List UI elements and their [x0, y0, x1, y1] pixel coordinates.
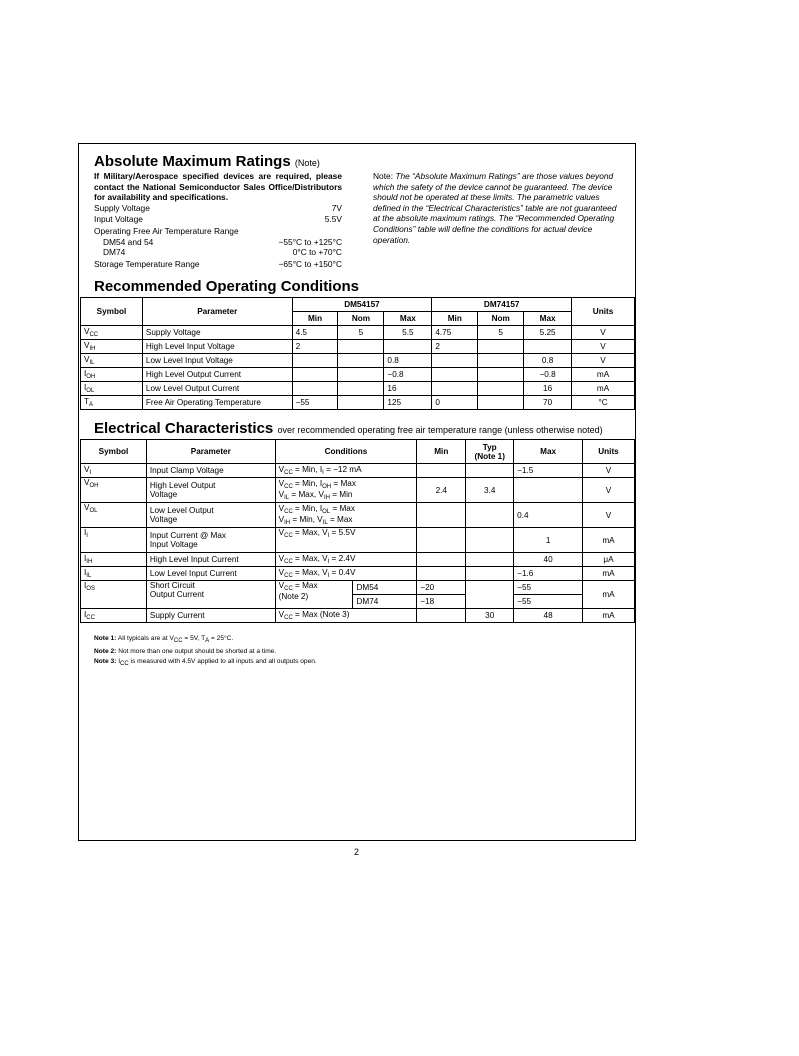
- ec-header-min: Min: [417, 440, 466, 464]
- note-1: Note 1: All typicals are at $V_{CC} = 5V$, $T_A = 25^\circ C$.: [94, 635, 234, 644]
- table-row: $V_{OL}$ Low Level Output Voltage $V_{CC}$ = Min, $I_{OL}$ = Max $V_{IH}$ = Min, $V_{IL}$ = Max 0.4 V: [81, 503, 635, 528]
- roc-table: Symbol Parameter DM54157 DM74157 Units Min Nom Max Min Nom Max $V_{CC}$ Supply Voltage 4.5 5 5.5 4.75 5 5.25 V $V_{IH}$ High Level Input Voltage 2 2 V $V_{IL}$ Low Level Input Voltage 0.8 0.8 V $I_{OH}$ High Level Output Current −0.8 −0.8 mA $I_{OL}$ Low Level Output Current 16 16 mA $T_A$ Free Air Operating Temperature −55 125 0 70 °C: [80, 297, 635, 410]
- amr-note-label: Note:: [373, 171, 394, 181]
- table-row: $I_{OS}$ Short Circuit Output Current $V_{CC}$ = Max (Note 2) DM54 −20 −55 mA: [81, 581, 635, 595]
- table-notes: [94, 634, 317, 670]
- ec-heading: [94, 420, 603, 437]
- amr-title-note: (Note): [294, 158, 320, 168]
- ec-header-symbol: Symbol: [81, 440, 147, 464]
- note-2: Note 2: Not more than one output should be shorted at a time.: [94, 647, 277, 655]
- amr-row: Operating Free Air Temperature Range: [94, 225, 239, 236]
- table-row: $V_{CC}$ Supply Voltage 4.5 5 5.5 4.75 5 5.25 V: [81, 326, 635, 340]
- ec-header-max: Max: [514, 440, 583, 464]
- table-row: $V_{IH}$ High Level Input Voltage 2 2 V: [81, 340, 635, 354]
- amr-row: Supply Voltage 7V: [94, 202, 342, 213]
- roc-header-symbol: Symbol: [81, 298, 143, 326]
- amr-title: Absolute Maximum Ratings: [94, 153, 291, 170]
- roc-header-units: Units: [572, 298, 635, 326]
- table-row: $I_{OL}$ Low Level Output Current 16 16 mA: [81, 382, 635, 396]
- ec-header-units: Units: [583, 440, 635, 464]
- amr-heading: [94, 153, 320, 170]
- note-3: Note 3: $I_{CC}$ is measured with 4.5V applied to all inputs and all outputs open.: [94, 658, 317, 667]
- amr-row: DM74 0°C to +70°C: [103, 247, 342, 258]
- table-row: $V_I$ Input Clamp Voltage $V_{CC}$ = Min, $I_I = -12$ mA −1.5 V: [81, 464, 635, 478]
- table-row: $I_I$ Input Current @ Max Input Voltage $V_{CC}$ = Max, $V_I = 5.5V$ 1 mA: [81, 528, 635, 553]
- table-row: $I_{CC}$ Supply Current $V_{CC}$ = Max (Note 3) 30 48 mA: [81, 609, 635, 623]
- roc-header-dm74: DM74157: [432, 298, 572, 312]
- page-number: 2: [354, 847, 360, 857]
- table-row: $T_A$ Free Air Operating Temperature −55 125 0 70 °C: [81, 396, 635, 410]
- table-row: $I_{IH}$ High Level Input Current $V_{CC}$ = Max, $V_I = 2.4V$ 40 μA: [81, 553, 635, 567]
- ec-table: [80, 439, 635, 623]
- ec-subtitle: over recommended operating free air temperature range (unless otherwise noted): [277, 425, 603, 435]
- amr-row: Input Voltage 5.5V: [94, 214, 342, 225]
- roc-header-dm54: DM54157: [292, 298, 432, 312]
- amr-note-text: The “Absolute Maximum Ratings” are those values beyond which the safety of the device cannot be guaranteed. The device should not be operated at these limits. The parametric values defined in the “Electrical Characteristics” table are not guaranteed at the absolute maximum ratings. The “Recommended Operating Conditions” table will define the conditions for actual device operation.: [373, 171, 617, 245]
- military-notice: If Military/Aerospace specified devices are required, please contact the National Semiconductor Sales Office/Distributors for availability and specifications.: [94, 171, 342, 203]
- datasheet-frame: [78, 143, 636, 841]
- table-row: $V_{IL}$ Low Level Input Voltage 0.8 0.8 V: [81, 354, 635, 368]
- amr-row: Storage Temperature Range −65°C to +150°C: [94, 258, 342, 269]
- ec-title: Electrical Characteristics: [94, 420, 274, 437]
- table-row: $I_{OH}$ High Level Output Current −0.8 −0.8 mA: [81, 368, 635, 382]
- ec-header-parameter: Parameter: [146, 440, 275, 464]
- ec-header-conditions: Conditions: [275, 440, 417, 464]
- roc-title: Recommended Operating Conditions: [94, 278, 360, 295]
- ec-header-typ: Typ (Note 1): [466, 440, 514, 464]
- roc-header-parameter: Parameter: [142, 298, 292, 326]
- amr-ratings: [94, 171, 342, 269]
- amr-row: DM54 and 54 −55°C to +125°C: [103, 236, 342, 247]
- table-row: $V_{OH}$ High Level Output Voltage $V_{CC}$ = Min, $I_{OH}$ = Max $V_{IL}$ = Max, $V_{IH}$ = Min 2.4 3.4 V: [81, 478, 635, 503]
- amr-note: [373, 171, 622, 245]
- table-row: DM74 −18 −55: [81, 595, 635, 609]
- table-row: $I_{IL}$ Low Level Input Current $V_{CC}$ = Max, $V_I = 0.4V$ −1.6 mA: [81, 567, 635, 581]
